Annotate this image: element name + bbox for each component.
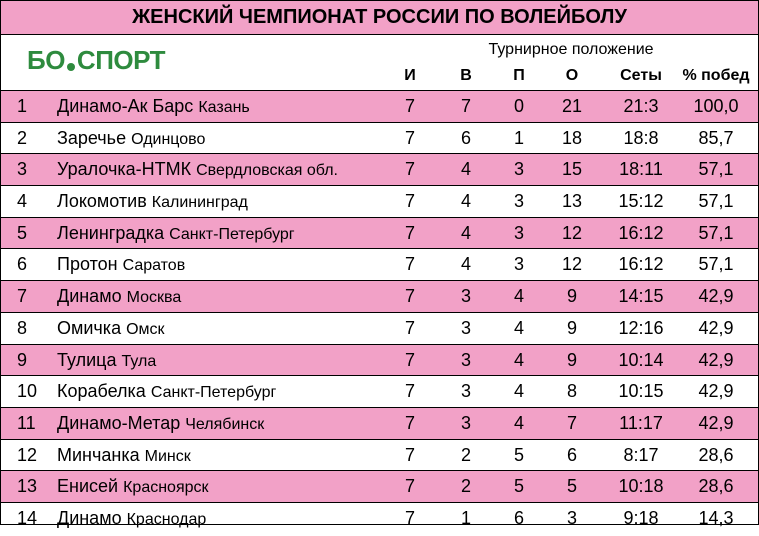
logo-left: БО	[27, 44, 65, 75]
position-cell: 8	[17, 317, 28, 338]
losses-cell: 0	[513, 96, 524, 116]
sets-cell: 9:18	[623, 507, 659, 528]
team-city: Омск	[126, 320, 165, 338]
position-cell: 13	[17, 476, 38, 497]
points-cell: 9	[566, 286, 577, 307]
team-city: Одинцово	[131, 130, 206, 148]
team-name: Заречье	[57, 127, 127, 148]
team-cell	[57, 154, 338, 185]
team-cell	[57, 186, 248, 217]
sets-cell: 10:15	[618, 381, 664, 402]
table-row	[1, 217, 758, 249]
games-cell: 7	[404, 159, 415, 180]
team-name: Динамо-Метар	[57, 412, 181, 433]
team-city: Казань	[198, 99, 250, 116]
games-cell: 7	[404, 412, 415, 433]
position-cell: 5	[17, 222, 28, 243]
points-cell: 3	[566, 507, 577, 528]
table-row	[1, 439, 758, 471]
wins-cell: 1	[460, 507, 471, 528]
team-city: Тула	[121, 352, 157, 370]
table-row	[1, 344, 758, 376]
losses-cell: 5	[513, 476, 524, 497]
wins-cell: 3	[460, 317, 471, 338]
team-name: Корабелка	[57, 381, 146, 402]
table-row	[1, 312, 758, 344]
team-name: Омичка	[57, 317, 122, 338]
team-city: Москва	[126, 289, 182, 307]
wins-cell: 4	[460, 191, 471, 212]
table-body	[1, 90, 758, 534]
wins-cell: 3	[460, 349, 471, 370]
team-name: Протон	[57, 254, 118, 275]
team-name: Минчанка	[57, 444, 140, 465]
team-city: Калининград	[151, 194, 248, 212]
position-cell: 12	[17, 444, 38, 465]
pct-cell: 57,1	[698, 222, 734, 243]
sets-cell: 15:12	[618, 191, 664, 212]
games-cell: 7	[404, 286, 415, 307]
team-city: Саратов	[122, 257, 186, 275]
team-name: Динамо-Ак Барс	[57, 96, 194, 116]
sets-cell: 18:8	[623, 127, 659, 148]
team-cell	[57, 408, 264, 439]
points-cell: 6	[566, 444, 577, 465]
position-cell: 6	[17, 254, 28, 275]
position-cell: 7	[17, 286, 28, 307]
wins-cell: 4	[460, 254, 471, 275]
table-row	[1, 248, 758, 280]
games-cell: 7	[404, 317, 415, 338]
pct-cell: 42,9	[698, 412, 734, 433]
sets-cell: 14:15	[618, 286, 664, 307]
wins-cell: 3	[460, 381, 471, 402]
table-row	[1, 280, 758, 312]
points-cell: 9	[566, 349, 577, 370]
sets-cell: 18:11	[619, 159, 663, 180]
team-name: Динамо	[57, 507, 122, 528]
points-cell: 15	[561, 159, 583, 180]
points-cell: 13	[561, 191, 583, 212]
header-wins: В	[460, 67, 472, 84]
wins-cell: 3	[460, 412, 471, 433]
logo-right: СПОРТ	[76, 44, 165, 75]
points-cell: 7	[566, 412, 577, 433]
team-name: Ленинградка	[57, 222, 165, 243]
team-name: Локомотив	[57, 191, 147, 212]
team-cell	[57, 376, 276, 407]
table-row	[1, 470, 758, 502]
pct-cell: 57,1	[698, 159, 734, 180]
position-cell: 9	[17, 349, 28, 370]
header-losses: П	[513, 67, 525, 84]
header-games: И	[404, 67, 416, 84]
games-cell: 7	[404, 127, 415, 148]
wins-cell: 4	[460, 159, 471, 180]
position-cell: 4	[17, 191, 28, 212]
pct-cell: 28,6	[698, 476, 734, 497]
losses-cell: 1	[513, 127, 524, 148]
wins-cell: 6	[460, 127, 471, 148]
losses-cell: 3	[513, 159, 524, 180]
losses-cell: 4	[513, 317, 524, 338]
position-cell: 14	[17, 507, 38, 528]
team-city: Санкт-Петербург	[150, 384, 277, 402]
team-city: Санкт-Петербург	[169, 225, 295, 243]
table-row	[1, 375, 758, 407]
position-cell: 3	[17, 159, 28, 180]
team-cell	[57, 91, 250, 122]
header-points: О	[565, 67, 579, 84]
team-city: Красноярск	[123, 479, 209, 497]
position-cell: 2	[17, 127, 28, 148]
team-name: Динамо	[57, 286, 122, 307]
table-row	[1, 407, 758, 439]
sets-cell: 16:12	[618, 222, 664, 243]
pct-cell: 14,3	[698, 507, 734, 528]
losses-cell: 5	[513, 444, 524, 465]
sets-cell: 16:12	[618, 254, 664, 275]
header-sets: Сеты	[620, 67, 662, 84]
table-row	[1, 153, 758, 185]
position-cell: 10	[17, 381, 38, 402]
points-cell: 8	[566, 381, 577, 402]
team-cell	[57, 503, 206, 534]
team-cell	[57, 218, 295, 249]
games-cell: 7	[404, 349, 415, 370]
bo-sport-logo	[27, 45, 165, 75]
losses-cell: 4	[513, 381, 524, 402]
games-cell: 7	[404, 254, 415, 275]
games-cell: 7	[404, 476, 415, 497]
page-title: ЖЕНСКИЙ ЧЕМПИОНАТ РОССИИ ПО ВОЛЕЙБОЛУ	[1, 1, 758, 35]
losses-cell: 4	[513, 286, 524, 307]
pct-cell: 57,1	[698, 191, 734, 212]
team-cell	[57, 123, 205, 154]
points-cell: 5	[566, 476, 577, 497]
team-name: Енисей	[57, 476, 119, 497]
pct-cell: 85,7	[698, 127, 734, 148]
pct-cell: 57,1	[698, 254, 734, 275]
header-pct: % побед	[682, 67, 750, 84]
team-city: Свердловская обл.	[196, 162, 338, 180]
team-name: Уралочка-НТМК	[57, 159, 192, 180]
team-cell	[57, 471, 209, 502]
wins-cell: 7	[460, 96, 471, 116]
games-cell: 7	[404, 381, 415, 402]
sets-cell: 12:16	[618, 317, 664, 338]
logo-dot-icon	[67, 63, 75, 71]
games-cell: 7	[404, 96, 415, 116]
table-row	[1, 502, 758, 534]
losses-cell: 4	[513, 412, 524, 433]
losses-cell: 4	[513, 349, 524, 370]
team-city: Минск	[144, 447, 191, 465]
position-cell: 1	[17, 96, 28, 116]
pct-cell: 42,9	[698, 286, 734, 307]
games-cell: 7	[404, 222, 415, 243]
wins-cell: 2	[460, 444, 471, 465]
games-cell: 7	[404, 191, 415, 212]
pct-cell: 100,0	[693, 96, 739, 116]
pct-cell: 42,9	[698, 381, 734, 402]
sets-cell: 11:17	[619, 412, 663, 433]
table-row	[1, 122, 758, 154]
sets-cell: 21:3	[623, 96, 659, 116]
losses-cell: 3	[513, 222, 524, 243]
sets-cell: 10:18	[618, 476, 664, 497]
wins-cell: 4	[460, 222, 471, 243]
team-cell	[57, 313, 165, 344]
pct-cell: 28,6	[698, 444, 734, 465]
points-cell: 21	[561, 96, 583, 116]
games-cell: 7	[404, 507, 415, 528]
sets-cell: 8:17	[623, 444, 659, 465]
team-cell	[57, 440, 191, 471]
pct-cell: 42,9	[698, 317, 734, 338]
wins-cell: 2	[460, 476, 471, 497]
team-name: Тулица	[57, 349, 117, 370]
team-cell	[57, 281, 181, 312]
team-cell	[57, 249, 185, 280]
table-caption: Турнирное положение	[488, 41, 654, 58]
wins-cell: 3	[460, 286, 471, 307]
team-cell	[57, 345, 156, 376]
team-city: Краснодар	[126, 510, 207, 528]
table-row	[1, 185, 758, 217]
pct-cell: 42,9	[698, 349, 734, 370]
position-cell: 11	[17, 412, 36, 433]
points-cell: 12	[561, 254, 583, 275]
points-cell: 18	[561, 127, 583, 148]
games-cell: 7	[404, 444, 415, 465]
losses-cell: 6	[513, 507, 524, 528]
points-cell: 12	[561, 222, 583, 243]
losses-cell: 3	[513, 191, 524, 212]
points-cell: 9	[566, 317, 577, 338]
table-row	[1, 90, 758, 122]
sets-cell: 10:14	[618, 349, 664, 370]
losses-cell: 3	[513, 254, 524, 275]
team-city: Челябинск	[185, 415, 265, 433]
